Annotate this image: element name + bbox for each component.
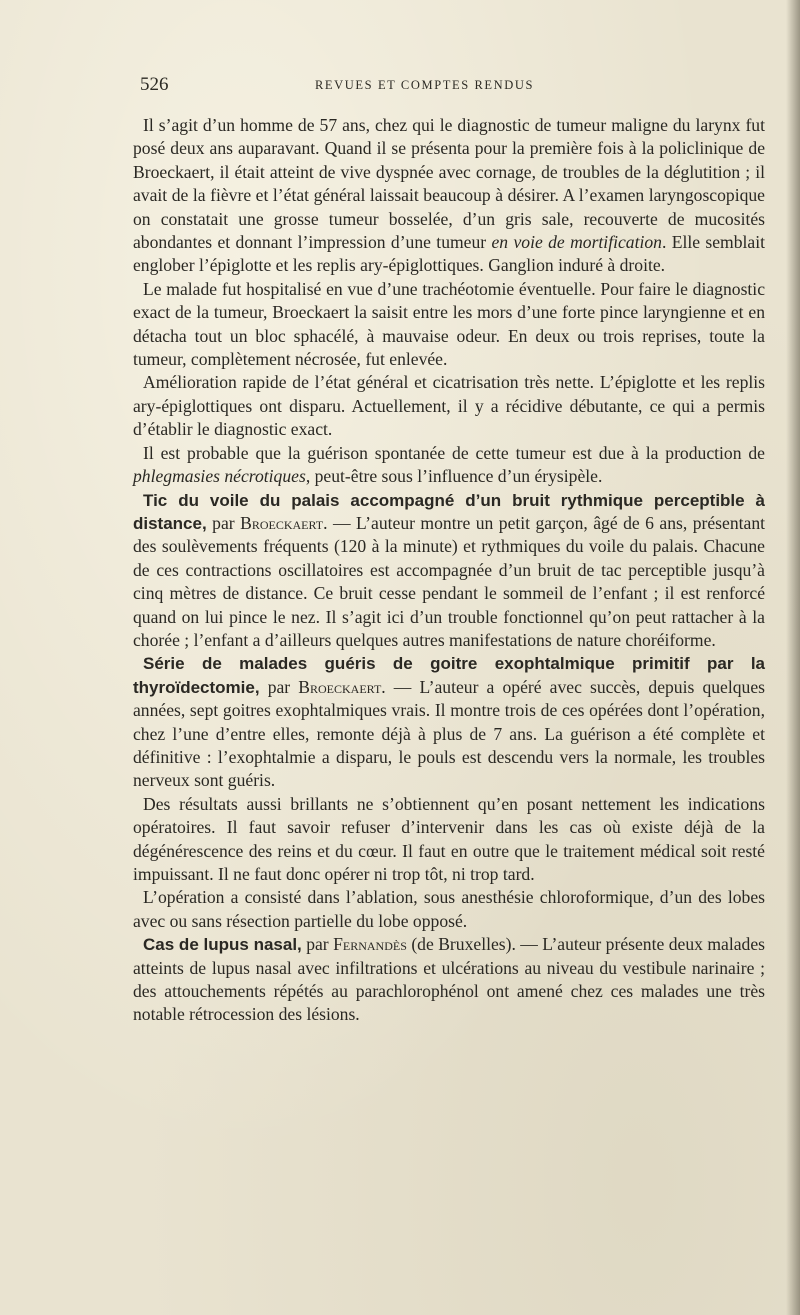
paragraph-resultats: Des résultats aussi brillants ne s’obtiennent qu’en posant nettement les indications opératoires. Il faut savoir refuser d’intervenir dans les cas où existe déjà de la dégénérescence des reins et du cœur. Il faut en outre que le traitement médical soit resté impuissant. Il ne faut donc opérer ni trop tôt, ni trop tard. [133, 793, 765, 884]
running-title: REVUES ET COMPTES RENDUS [315, 78, 535, 92]
paragraph-tumor-case: Il s’agit d’un homme de 57 ans, chez qui le diagnostic de tumeur maligne du larynx fut posé deux ans auparavant. Quand il se présenta pour la première fois à la policlinique de Broeckaert, il était atteint de vive dyspnée avec cornage, de troubles de la déglutition ; il avait de la fièvre et l’état général laissait beaucoup à désirer. A l’examen laryngoscopique on constatait une grosse tumeur bosselée, d’un gris sale, recouverte de mucosités abondantes et donnant l’impression d’une tumeur en voie de mortification. Elle semblait englober l’épiglotte et les replis ary-épiglottiques. Ganglion induré à droite. [133, 115, 765, 276]
body-text [133, 114, 765, 1027]
section-heading: Série de malades guéris de goitre exophtalmique primitif par la thyroïdectomie, [133, 654, 765, 697]
page-header [140, 74, 765, 98]
paragraph-hospitalisation: Le malade fut hospitalisé en vue d’une trachéotomie éventuelle. Pour faire le diagnostic exact de la tumeur, Broeckaert la saisit entre les mors d’une forte pince laryngienne et en détacha tout un bloc sphacélé, à mauvaise odeur. En deux ou trois reprises, toute la tumeur, complètement nécrosée, fut enlevée. [133, 278, 765, 370]
page-edge-shadow [786, 0, 800, 1315]
section-tic-palais: Tic du voile du palais accompagné d’un bruit rythmique perceptible à distance, par Broeckaert. — L’auteur montre un petit garçon, âgé de 6 ans, présentant des soulèvements fréquents (120 à la minute) et rythmiques du voile du palais. Chacune de ces contractions oscillatoires est accompagnée d’un bruit de tac perceptible jusqu’à cinq mètres de distance. Ce bruit cesse pendant le sommeil de l’enfant ; il est renforcé quand on lui pince le nez. Il s’agit ici d’un trouble fonctionnel qu’on peut rattacher à la chorée ; l’enfant a d’ailleurs quelques autres manifestations de nature choréiforme. [133, 490, 766, 650]
paragraph-amelioration: Amélioration rapide de l’état général et cicatrisation très nette. L’épiglotte et les replis ary-épiglottiques ont disparu. Actuellement, il y a récidive débutante, ce qui a permis d’établir le diagnostic exact. [133, 372, 765, 440]
author-name: Broeckaert [240, 512, 324, 533]
paragraph-operation: L’opération a consisté dans l’ablation, sous anesthésie chloroformique, d’un des lobes avec ou sans résection partielle du lobe opposé. [133, 887, 765, 931]
author-name: Fernandès [333, 934, 407, 955]
author-name: Broeckaert [298, 676, 382, 697]
section-lupus: Cas de lupus nasal, par Fernandès (de Bruxelles). — L’auteur présente deux malades atteints de lupus nasal avec infiltrations et ulcérations au niveau du vestibule narinaire ; des attouchements répétés au parachlorophénol ont amené chez ces malades une très notable rétrocession des lésions. [133, 934, 765, 1025]
italic-term: phlegmasies nécrotiques [133, 466, 306, 487]
italic-term: en voie de mortification [491, 232, 662, 253]
paragraph-conclusion: Il est probable que la guérison spontanée de cette tumeur est due à la production de phlegmasies nécrotiques, peut-être sous l’influence d’un érysipèle. [133, 442, 765, 487]
page-number: 526 [140, 74, 169, 95]
section-goitre: Série de malades guéris de goitre exophtalmique primitif par la thyroïdectomie, par Broeckaert. — L’auteur a opéré avec succès, depuis quelques années, sept goitres exophtalmiques vrais. Il montre trois de ces opérées dont l’opération, chez l’une d’entre elles, remonte déjà à plus de 7 ans. La guérison a été complète et définitive : l’exophtalmie a disparu, le pouls est descendu vers la normale, les troubles nerveux sont guéris. [133, 654, 765, 791]
section-heading: Cas de lupus nasal, [143, 935, 302, 955]
section-heading: Tic du voile du palais accompagné d’un bruit rythmique perceptible à distance, [133, 490, 765, 533]
